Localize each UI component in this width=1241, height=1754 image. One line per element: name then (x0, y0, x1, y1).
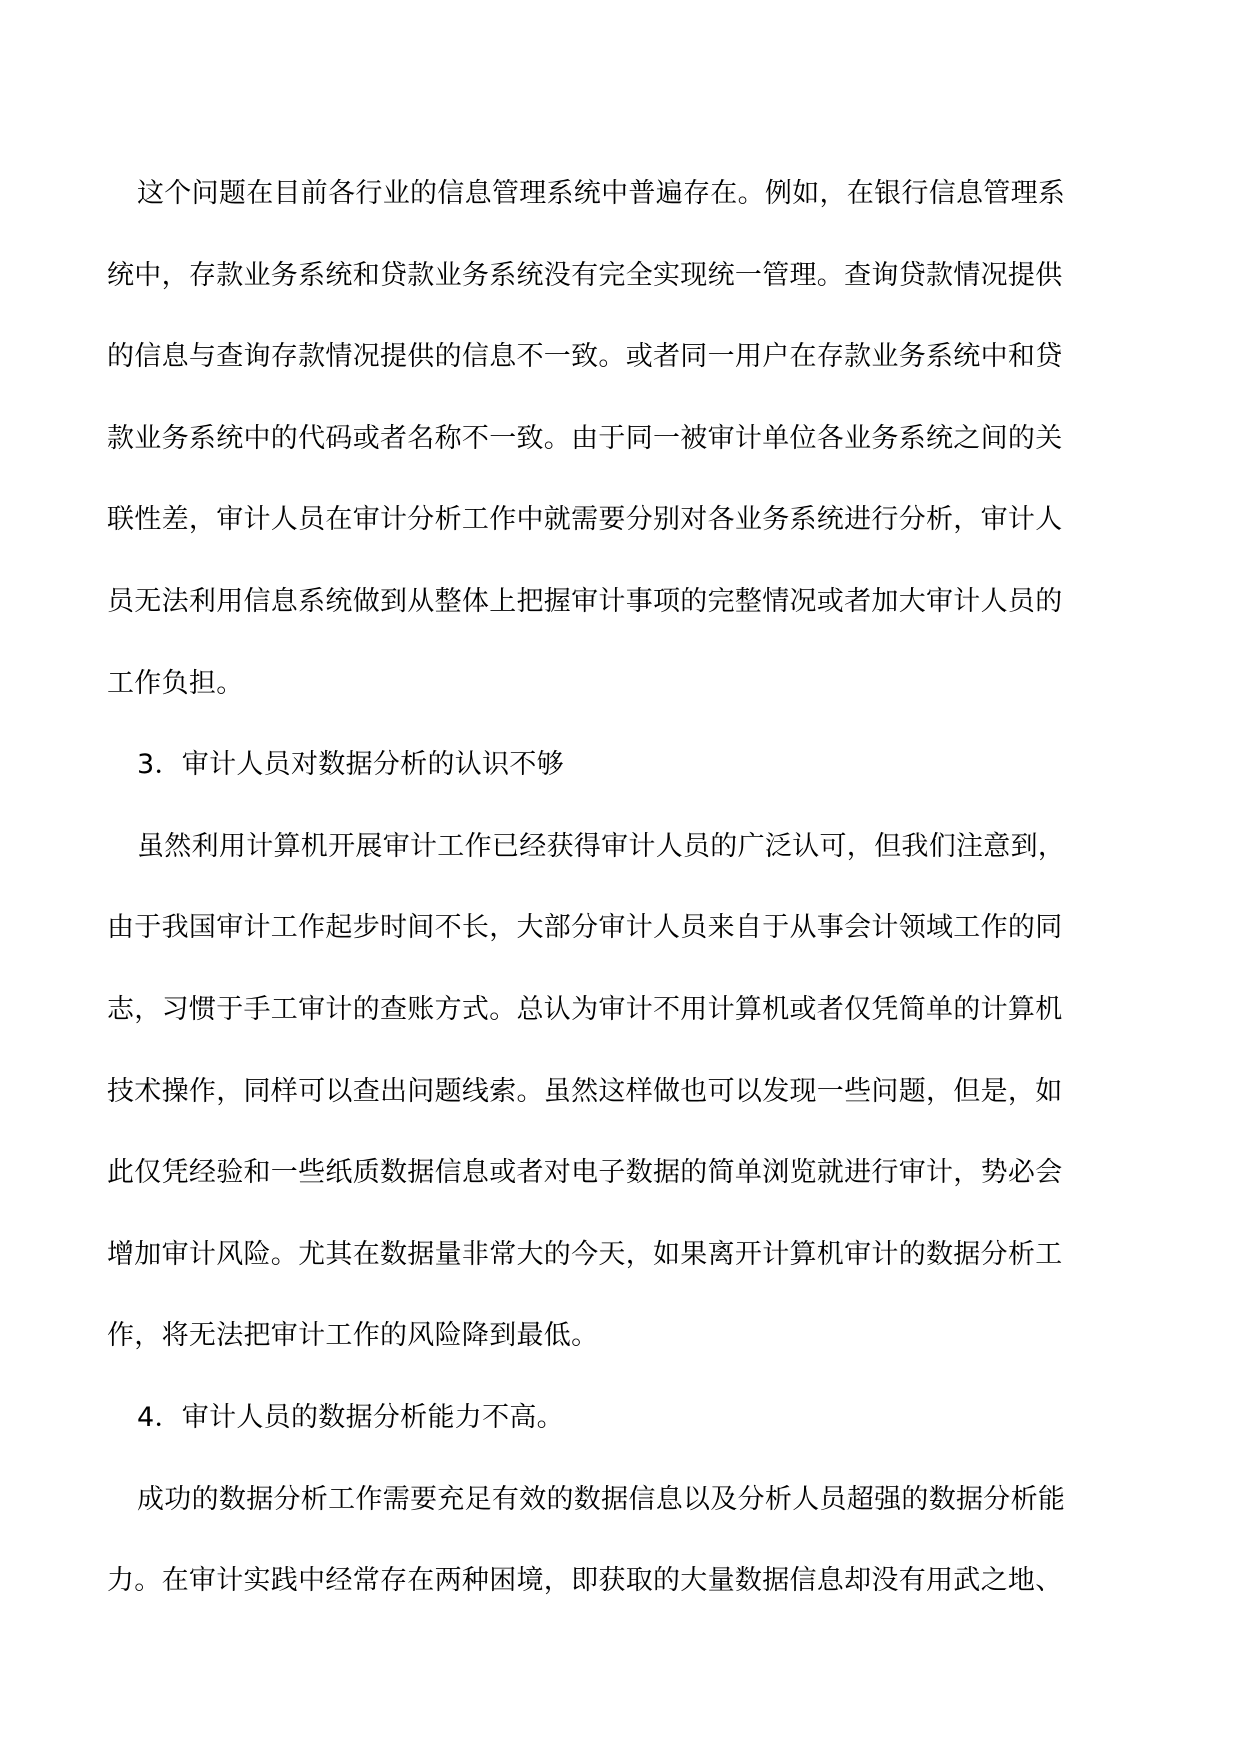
paragraph-3 (107, 1459, 1135, 1622)
document-body (107, 153, 1135, 1622)
text-line: 虽然利用计算机开展审计工作已经获得审计人员的广泛认可，但我们注意到， (137, 830, 1066, 862)
text-line: 工作负担。 (107, 667, 244, 699)
text-line: 这个问题在目前各行业的信息管理系统中普遍存在。例如，在银行信息管理系 (137, 178, 1066, 209)
section-heading-4: 4．审计人员的数据分析能力不高。 (137, 1401, 564, 1433)
section-heading-3: 3．审计人员对数据分析的认识不够 (137, 749, 564, 781)
text-line: 作，将无法把审计工作的风险降到最低。 (107, 1320, 599, 1352)
paragraph-2 (107, 806, 1135, 1377)
text-line: 联性差，审计人员在审计分析工作中就需要分别对各业务系统进行分析，审计人 (107, 504, 1063, 536)
text-line: 志，习惯于手工审计的查账方式。总认为审计不用计算机或者仅凭简单的计算机 (107, 993, 1063, 1025)
text-line: 力。在审计实践中经常存在两种困境，即获取的大量数据信息却没有用武之地、 (107, 1565, 1063, 1597)
text-line: 的信息与查询存款情况提供的信息不一致。或者同一用户在存款业务系统中和贷 (107, 341, 1063, 373)
paragraph-1 (107, 153, 1135, 724)
text-line: 技术操作，同样可以查出问题线索。虽然这样做也可以发现一些问题，但是，如 (107, 1075, 1063, 1107)
text-line: 统中，存款业务系统和贷款业务系统没有完全实现统一管理。查询贷款情况提供 (107, 259, 1063, 291)
text-line: 成功的数据分析工作需要充足有效的数据信息以及分析人员超强的数据分析能 (137, 1483, 1066, 1515)
text-line: 款业务系统中的代码或者名称不一致。由于同一被审计单位各业务系统之间的关 (107, 422, 1063, 454)
text-line: 此仅凭经验和一些纸质数据信息或者对电子数据的简单浏览就进行审计，势必会 (107, 1157, 1063, 1189)
text-line: 由于我国审计工作起步时间不长，大部分审计人员来自于从事会计领域工作的同 (107, 912, 1063, 944)
text-line: 员无法利用信息系统做到从整体上把握审计事项的完整情况或者加大审计人员的 (107, 585, 1063, 617)
text-line: 增加审计风险。尤其在数据量非常大的今天，如果离开计算机审计的数据分析工 (107, 1238, 1063, 1270)
